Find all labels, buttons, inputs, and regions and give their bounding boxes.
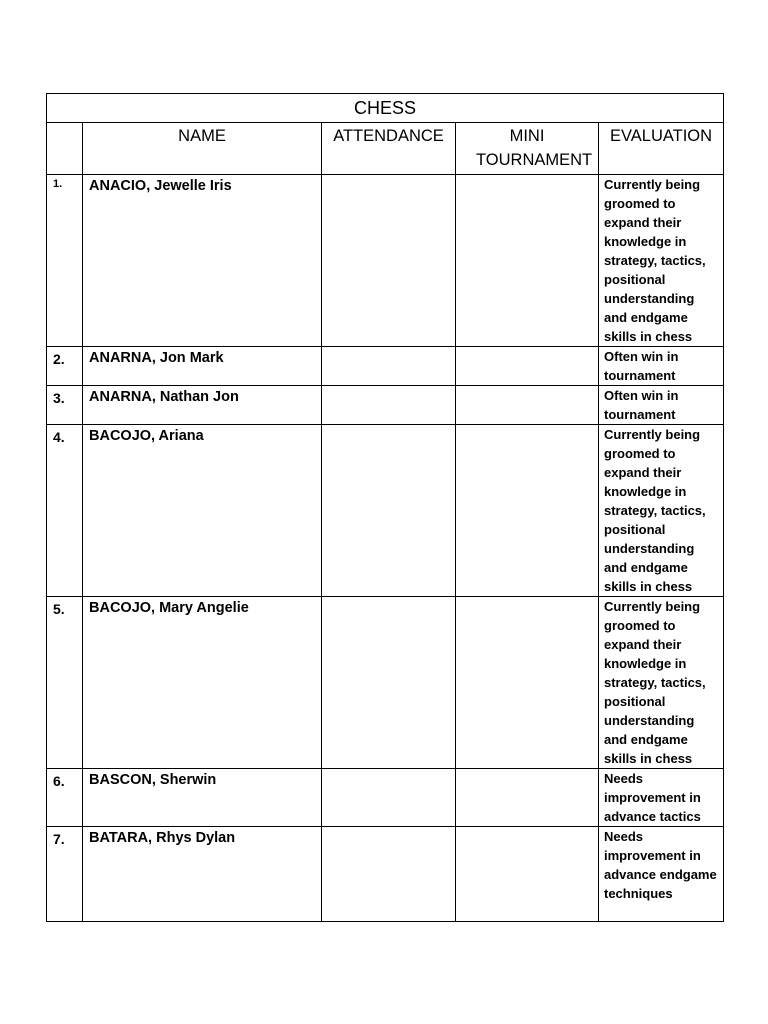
evaluation-cell: Currently being groomed to expand their knowledge in strategy, tactics, positional understanding and endgame skills in chess	[599, 425, 724, 597]
student-name: ANARNA, Jon Mark	[83, 347, 322, 386]
student-name: ANARNA, Nathan Jon	[83, 386, 322, 425]
row-number: 1.	[47, 175, 83, 347]
mini-tournament-cell	[456, 347, 599, 386]
student-name: BATARA, Rhys Dylan	[83, 827, 322, 922]
header-mini-tournament: MINI TOURNAMENT	[456, 123, 599, 175]
student-name: BASCON, Sherwin	[83, 769, 322, 827]
student-name: BACOJO, Mary Angelie	[83, 597, 322, 769]
chess-roster-table	[46, 93, 724, 922]
attendance-cell	[322, 597, 456, 769]
row-number: 7.	[47, 827, 83, 922]
evaluation-cell: Often win in tournament	[599, 347, 724, 386]
mini-tournament-cell	[456, 386, 599, 425]
header-name: NAME	[83, 123, 322, 175]
table-row	[47, 827, 724, 922]
table-row	[47, 597, 724, 769]
row-number: 5.	[47, 597, 83, 769]
attendance-cell	[322, 769, 456, 827]
evaluation-cell: Currently being groomed to expand their knowledge in strategy, tactics, positional understanding and endgame skills in chess	[599, 597, 724, 769]
mini-tournament-cell	[456, 425, 599, 597]
header-row	[47, 123, 724, 175]
student-name: ANACIO, Jewelle Iris	[83, 175, 322, 347]
table-row	[47, 425, 724, 597]
table-title: CHESS	[47, 94, 724, 123]
evaluation-cell: Needs improvement in advance endgame techniques	[599, 827, 724, 922]
row-number: 2.	[47, 347, 83, 386]
mini-tournament-cell	[456, 597, 599, 769]
evaluation-cell: Needs improvement in advance tactics	[599, 769, 724, 827]
evaluation-cell: Currently being groomed to expand their knowledge in strategy, tactics, positional understanding and endgame skills in chess	[599, 175, 724, 347]
evaluation-cell: Often win in tournament	[599, 386, 724, 425]
title-row	[47, 94, 724, 123]
table-row	[47, 769, 724, 827]
table-row	[47, 386, 724, 425]
attendance-cell	[322, 827, 456, 922]
row-number: 4.	[47, 425, 83, 597]
header-number	[47, 123, 83, 175]
attendance-cell	[322, 425, 456, 597]
student-name: BACOJO, Ariana	[83, 425, 322, 597]
header-evaluation: EVALUATION	[599, 123, 724, 175]
attendance-cell	[322, 386, 456, 425]
attendance-cell	[322, 175, 456, 347]
attendance-cell	[322, 347, 456, 386]
header-attendance: ATTENDANCE	[322, 123, 456, 175]
mini-tournament-cell	[456, 175, 599, 347]
table-row	[47, 347, 724, 386]
table-row	[47, 175, 724, 347]
row-number: 3.	[47, 386, 83, 425]
mini-tournament-cell	[456, 827, 599, 922]
mini-tournament-cell	[456, 769, 599, 827]
row-number: 6.	[47, 769, 83, 827]
